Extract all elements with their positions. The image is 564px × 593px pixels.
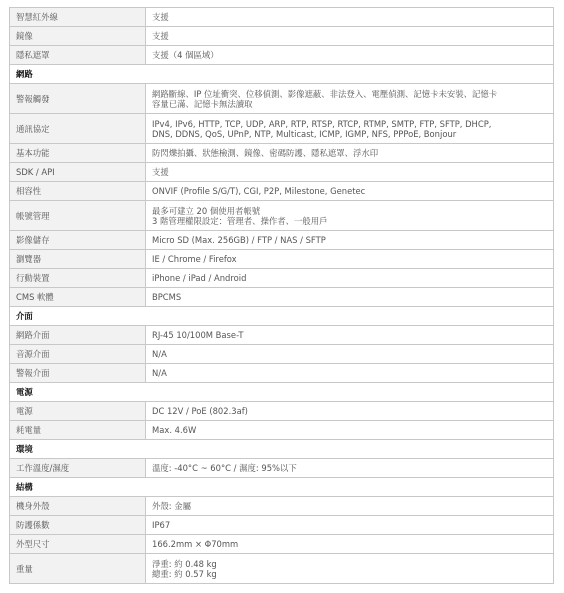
section-title: 環境 bbox=[10, 440, 554, 459]
spec-value bbox=[146, 288, 554, 307]
spec-value-line: N/A bbox=[152, 368, 167, 378]
spec-value-line: IPv4, IPv6, HTTP, TCP, UDP, ARP, RTP, RTSP, RTCP, RTMP, SMTP, FTP, SFTP, DHCP, bbox=[152, 118, 492, 129]
spec-value bbox=[146, 535, 554, 554]
spec-value-line: 淨重: 約 0.48 kg bbox=[152, 558, 217, 569]
spec-value-line: BPCMS bbox=[152, 292, 182, 302]
spec-value bbox=[146, 345, 554, 364]
section-title: 介面 bbox=[10, 307, 554, 326]
spec-row bbox=[10, 326, 554, 345]
spec-value-line: Max. 4.6W bbox=[152, 425, 197, 435]
spec-row bbox=[10, 46, 554, 65]
spec-label: 警報介面 bbox=[10, 364, 146, 383]
spec-label: 通訊協定 bbox=[10, 114, 146, 144]
spec-row bbox=[10, 554, 554, 584]
spec-value-line: 支援 bbox=[152, 12, 169, 22]
spec-value bbox=[146, 84, 554, 114]
spec-value bbox=[146, 27, 554, 46]
spec-value bbox=[146, 163, 554, 182]
spec-label: CMS 軟體 bbox=[10, 288, 146, 307]
spec-value-line: 3 階管理權限設定：管理者、操作者、一般用戶 bbox=[152, 215, 328, 226]
spec-value-line: 最多可建立 20 個使用者帳號 bbox=[152, 205, 261, 216]
spec-value bbox=[146, 459, 554, 478]
spec-row bbox=[10, 27, 554, 46]
spec-label: 工作溫度/濕度 bbox=[10, 459, 146, 478]
spec-value bbox=[146, 201, 554, 231]
spec-label: 影像儲存 bbox=[10, 231, 146, 250]
spec-row bbox=[10, 114, 554, 144]
spec-label: 耗電量 bbox=[10, 421, 146, 440]
spec-value-line: 166.2mm × Φ70mm bbox=[152, 539, 239, 549]
spec-value-line: 總重: 約 0.57 kg bbox=[152, 568, 217, 579]
spec-value bbox=[146, 8, 554, 27]
spec-label: SDK / API bbox=[10, 163, 146, 182]
spec-row bbox=[10, 421, 554, 440]
spec-value bbox=[146, 269, 554, 288]
spec-label: 鏡像 bbox=[10, 27, 146, 46]
spec-value bbox=[146, 182, 554, 201]
spec-row bbox=[10, 364, 554, 383]
section-title: 網路 bbox=[10, 65, 554, 84]
spec-value bbox=[146, 402, 554, 421]
spec-value bbox=[146, 554, 554, 584]
spec-label: 電源 bbox=[10, 402, 146, 421]
spec-row bbox=[10, 402, 554, 421]
spec-label: 外型尺寸 bbox=[10, 535, 146, 554]
spec-value bbox=[146, 114, 554, 144]
spec-label: 防護係數 bbox=[10, 516, 146, 535]
spec-label: 瀏覽器 bbox=[10, 250, 146, 269]
spec-value-line: 容量已滿、記憶卡無法讀取 bbox=[152, 98, 253, 109]
spec-row bbox=[10, 144, 554, 163]
spec-value bbox=[146, 231, 554, 250]
spec-value bbox=[146, 421, 554, 440]
spec-row bbox=[10, 497, 554, 516]
spec-value bbox=[146, 326, 554, 345]
spec-value-line: DNS, DDNS, QoS, UPnP, NTP, Multicast, ICMP, IGMP, NFS, PPPoE, Bonjour bbox=[152, 128, 457, 139]
spec-row bbox=[10, 345, 554, 364]
spec-value-line: IE / Chrome / Firefox bbox=[152, 254, 237, 264]
spec-value bbox=[146, 497, 554, 516]
spec-value bbox=[146, 250, 554, 269]
spec-value bbox=[146, 364, 554, 383]
spec-label: 行動裝置 bbox=[10, 269, 146, 288]
spec-value-line: RJ-45 10/100M Base-T bbox=[152, 330, 244, 340]
spec-row bbox=[10, 516, 554, 535]
spec-label: 音源介面 bbox=[10, 345, 146, 364]
spec-row bbox=[10, 288, 554, 307]
spec-label: 相容性 bbox=[10, 182, 146, 201]
spec-row bbox=[10, 231, 554, 250]
spec-label: 智慧紅外線 bbox=[10, 8, 146, 27]
spec-value-line: ONVIF (Profile S/G/T), CGI, P2P, Milestone, Genetec bbox=[152, 186, 366, 196]
spec-label: 網路介面 bbox=[10, 326, 146, 345]
section-title: 電源 bbox=[10, 383, 554, 402]
spec-row bbox=[10, 459, 554, 478]
spec-value-line: IP67 bbox=[152, 520, 171, 530]
spec-value bbox=[146, 516, 554, 535]
section-header-row bbox=[10, 307, 554, 326]
spec-label: 重量 bbox=[10, 554, 146, 584]
section-title: 結構 bbox=[10, 478, 554, 497]
spec-value-line: 支援 bbox=[152, 31, 169, 41]
spec-row bbox=[10, 201, 554, 231]
spec-value bbox=[146, 144, 554, 163]
spec-row bbox=[10, 8, 554, 27]
spec-value-line: 外殼: 金屬 bbox=[152, 501, 191, 511]
spec-row bbox=[10, 250, 554, 269]
section-header-row bbox=[10, 383, 554, 402]
spec-label: 帳號管理 bbox=[10, 201, 146, 231]
spec-value-line: N/A bbox=[152, 349, 167, 359]
spec-label: 隱私遮罩 bbox=[10, 46, 146, 65]
spec-row bbox=[10, 163, 554, 182]
spec-row bbox=[10, 535, 554, 554]
section-header-row bbox=[10, 440, 554, 459]
spec-row bbox=[10, 84, 554, 114]
spec-value-line: iPhone / iPad / Android bbox=[152, 273, 247, 283]
spec-value-line: 網路斷線、IP 位址衝突、位移偵測、影像遮蔽、非法登入、電壓偵測、記憶卡未安裝、記憶卡 bbox=[152, 88, 498, 99]
spec-value-line: 支援 bbox=[152, 167, 169, 177]
spec-label: 機身外殼 bbox=[10, 497, 146, 516]
spec-value bbox=[146, 46, 554, 65]
section-header-row bbox=[10, 65, 554, 84]
spec-row bbox=[10, 269, 554, 288]
spec-value-line: 支援（4 個區域） bbox=[152, 50, 219, 60]
spec-value-line: DC 12V / PoE (802.3af) bbox=[152, 406, 248, 416]
spec-label: 警報觸發 bbox=[10, 84, 146, 114]
spec-value-line: Micro SD (Max. 256GB) / FTP / NAS / SFTP bbox=[152, 235, 326, 245]
spec-table bbox=[9, 7, 554, 584]
spec-value-line: 防閃爍拍攝、狀態檢測、鏡像、密碼防護、隱私遮罩、浮水印 bbox=[152, 148, 379, 158]
section-header-row bbox=[10, 478, 554, 497]
spec-value-line: 溫度: -40°C ~ 60°C / 濕度: 95%以下 bbox=[152, 463, 297, 473]
spec-table-body bbox=[10, 8, 554, 584]
spec-row bbox=[10, 182, 554, 201]
spec-label: 基本功能 bbox=[10, 144, 146, 163]
